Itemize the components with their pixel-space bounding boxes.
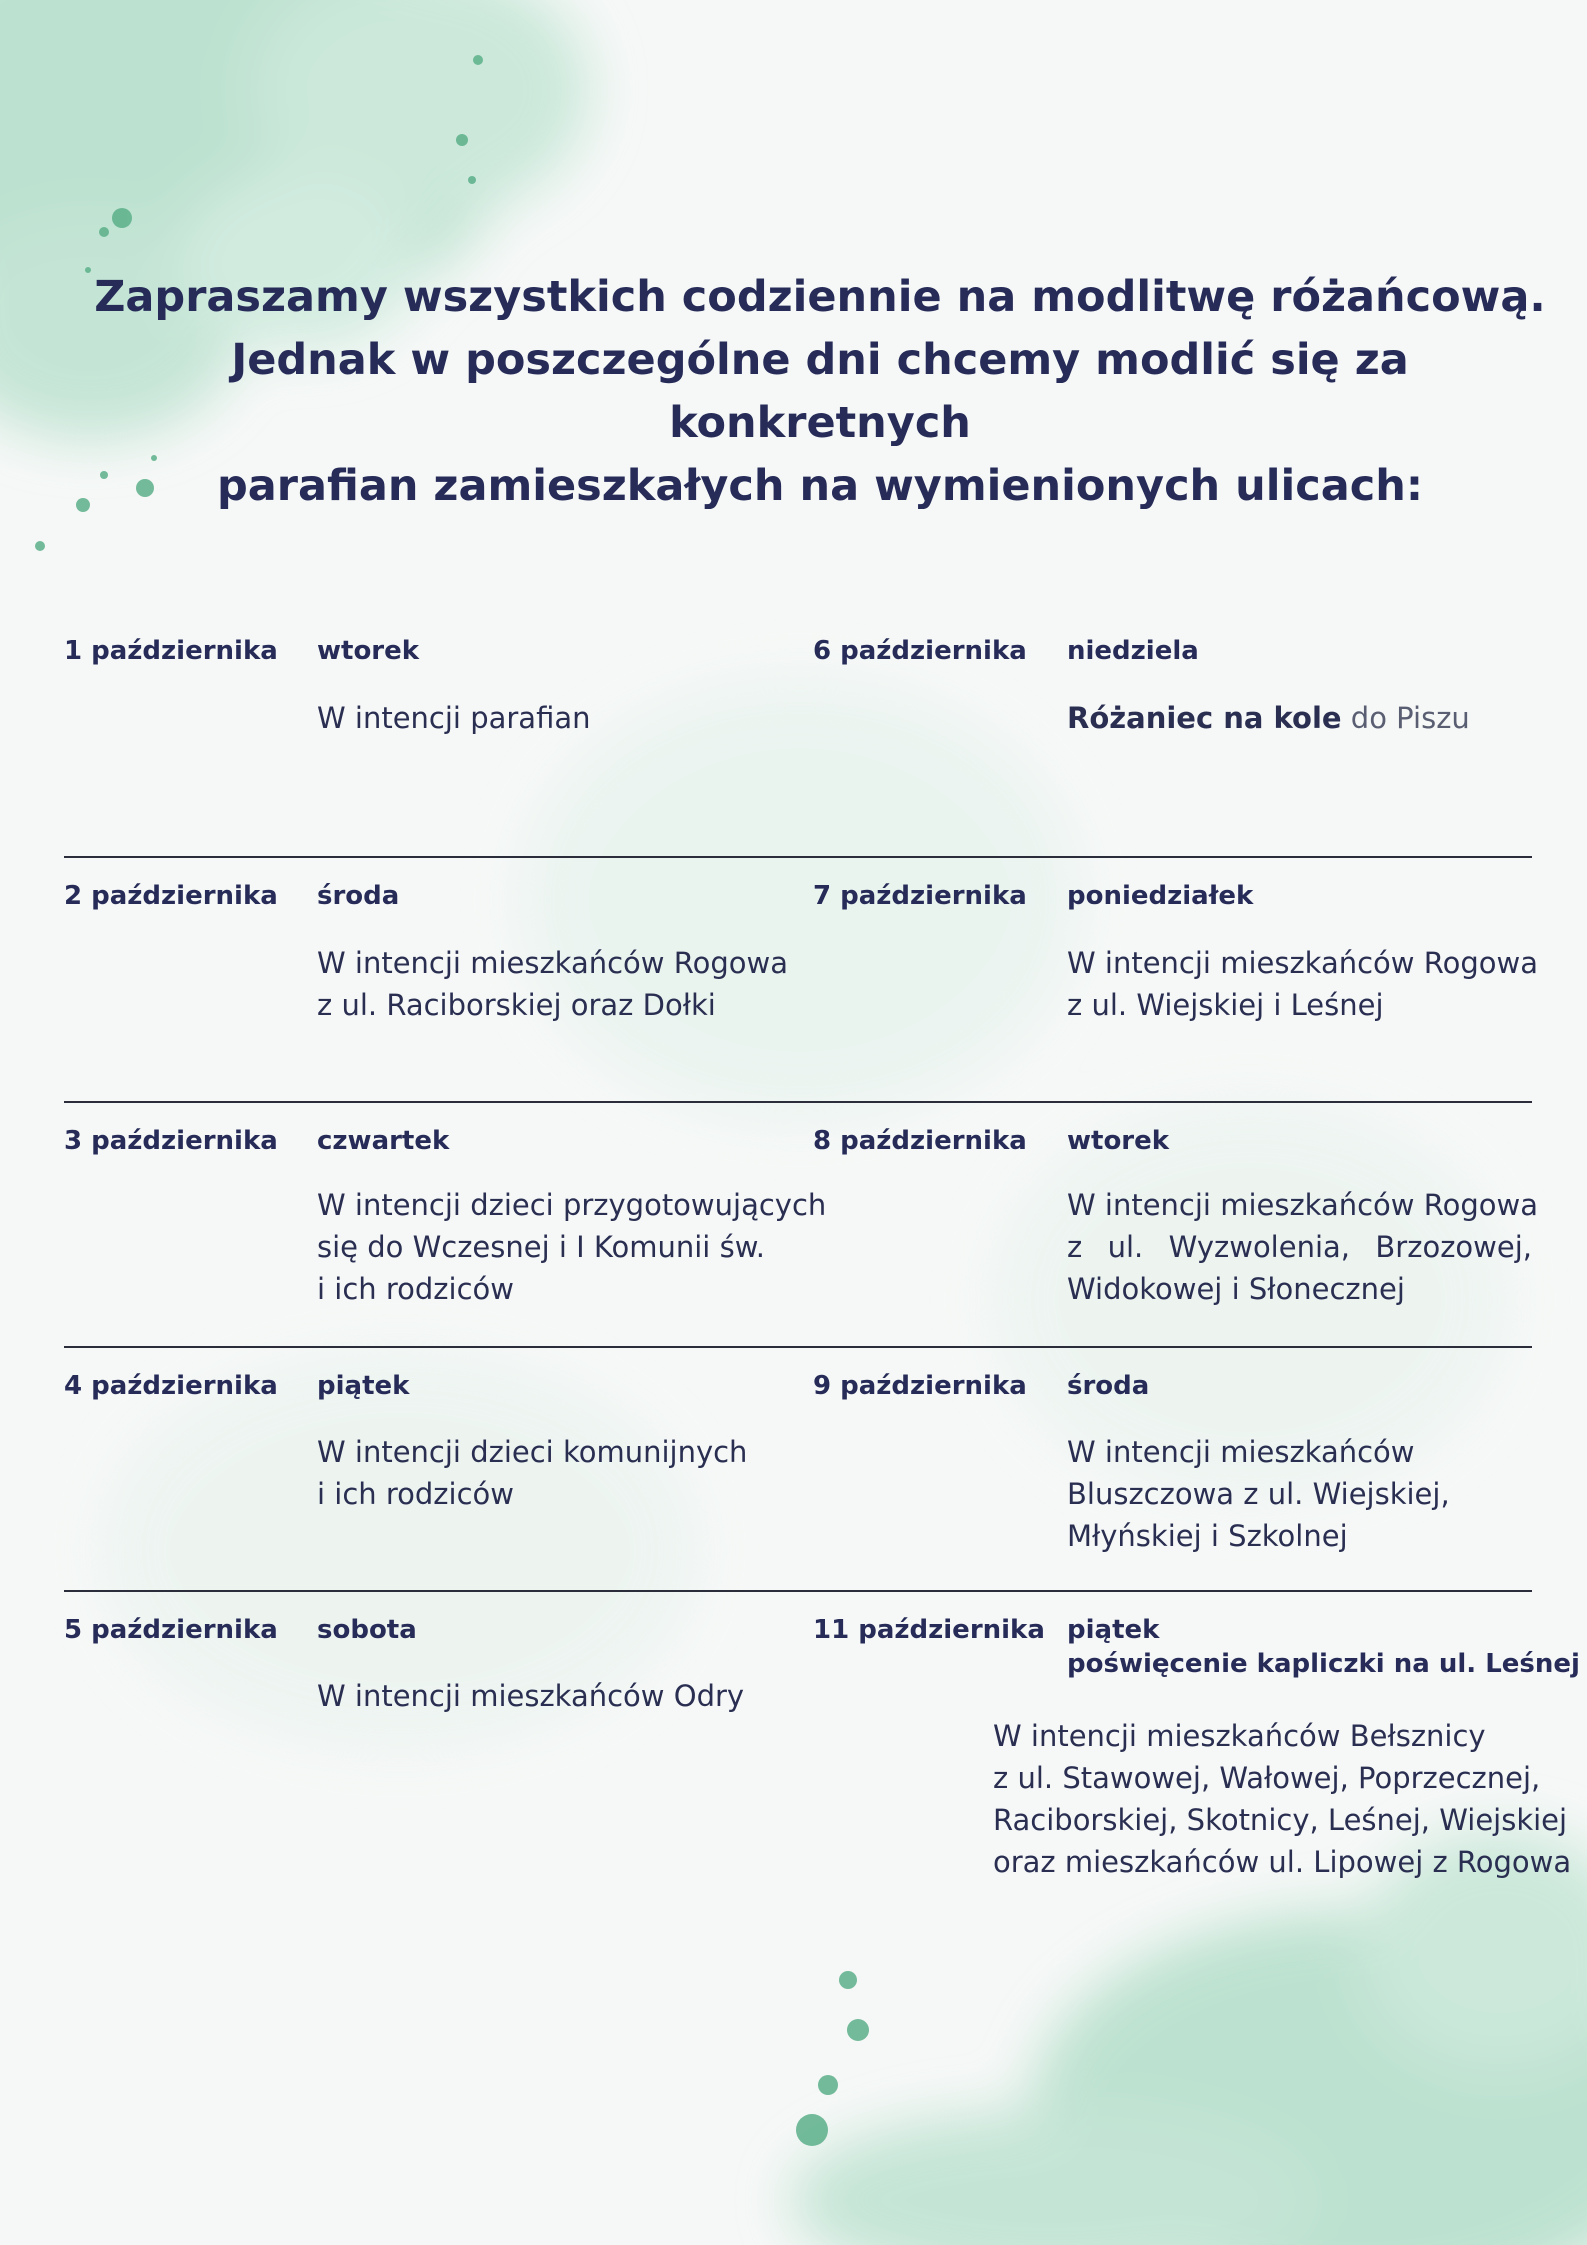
entry-date: 1 października — [64, 636, 278, 666]
title-line: parafian zamieszkałych na wymienionych ulicach: — [216, 461, 1424, 511]
entry-intention — [1067, 697, 1470, 739]
intention-line: Młyńskiej i Szkolnej — [1067, 1519, 1348, 1553]
entry-weekday: sobota — [317, 1615, 417, 1645]
intention-line: Bluszczowa z ul. Wiejskiej, — [1067, 1477, 1450, 1511]
entry-weekday: czwartek — [317, 1126, 450, 1156]
entry-date: 9 października — [813, 1371, 1027, 1401]
entry-weekday — [1067, 1613, 1580, 1681]
intention-line: W intencji mieszkańców Odry — [317, 1679, 745, 1713]
intention-line: się do Wczesnej i I Komunii św. — [317, 1230, 765, 1264]
intention-line: Raciborskiej, Skotnicy, Leśnej, Wiejskiej — [993, 1803, 1568, 1837]
intention-line: z ul. Stawowej, Wałowej, Poprzecznej, — [993, 1761, 1541, 1795]
entry-date: 4 października — [64, 1371, 278, 1401]
intention-line: W intencji parafian — [317, 701, 591, 735]
row-divider — [64, 1101, 1532, 1103]
intention-line: W intencji mieszkańców Rogowa — [1067, 946, 1538, 980]
entry-date: 8 października — [813, 1126, 1027, 1156]
entry-intention — [317, 1675, 744, 1717]
entry-intention — [317, 1431, 747, 1515]
entry-intention — [1067, 942, 1538, 1026]
intention-line: z ul. Wiejskiej i Leśnej — [1067, 988, 1384, 1022]
event-note: poświęcenie kapliczki na ul. Leśnej — [1067, 1649, 1580, 1679]
intention-line: oraz mieszkańców ul. Lipowej z Rogowa — [993, 1845, 1572, 1879]
intention-line: z ul. Wyzwolenia, Brzozowej, — [1067, 1230, 1532, 1264]
intention-bold-text: Różaniec na kole — [1067, 701, 1342, 735]
entry-intention — [1067, 1431, 1450, 1557]
intention-line: W intencji mieszkańców — [1067, 1435, 1415, 1469]
intention-line: Widokowej i Słonecznej — [1067, 1272, 1405, 1306]
entry-weekday: wtorek — [317, 636, 420, 666]
intention-line: i ich rodziców — [317, 1477, 514, 1511]
entry-date: 7 października — [813, 881, 1027, 911]
title-line: Zapraszamy wszystkich codziennie na modlitwę różańcową. — [94, 272, 1546, 322]
entry-intention — [317, 942, 788, 1026]
entry-date: 11 października — [813, 1615, 1045, 1645]
row-divider — [64, 856, 1532, 858]
intention-line: z ul. Raciborskiej oraz Dołki — [317, 988, 716, 1022]
entry-weekday: niedziela — [1067, 636, 1199, 666]
entry-intention — [317, 1184, 826, 1310]
intention-line: W intencji dzieci komunijnych — [317, 1435, 748, 1469]
entry-weekday: środa — [317, 881, 400, 911]
entry-intention — [1067, 1184, 1538, 1310]
entry-date: 5 października — [64, 1615, 278, 1645]
intention-text: do Piszu — [1341, 701, 1470, 735]
entry-weekday: piątek — [317, 1371, 410, 1401]
title-line: Jednak w poszczególne dni chcemy modlić się za konkretnych — [231, 335, 1409, 448]
page-title — [90, 266, 1550, 518]
entry-weekday: środa — [1067, 1371, 1150, 1401]
weekday-label: piątek — [1067, 1615, 1160, 1645]
entry-intention — [993, 1715, 1571, 1883]
intention-line: W intencji mieszkańców Rogowa — [1067, 1188, 1538, 1222]
entry-date: 2 października — [64, 881, 278, 911]
entry-date: 6 października — [813, 636, 1027, 666]
row-divider — [64, 1590, 1532, 1592]
intention-line: i ich rodziców — [317, 1272, 514, 1306]
intention-line: W intencji mieszkańców Bełsznicy — [993, 1719, 1486, 1753]
entry-intention — [317, 697, 591, 739]
intention-line: W intencji dzieci przygotowujących — [317, 1188, 827, 1222]
entry-weekday: poniedziałek — [1067, 881, 1254, 911]
intention-line: W intencji mieszkańców Rogowa — [317, 946, 788, 980]
row-divider — [64, 1346, 1532, 1348]
entry-date: 3 października — [64, 1126, 278, 1156]
entry-weekday: wtorek — [1067, 1126, 1170, 1156]
